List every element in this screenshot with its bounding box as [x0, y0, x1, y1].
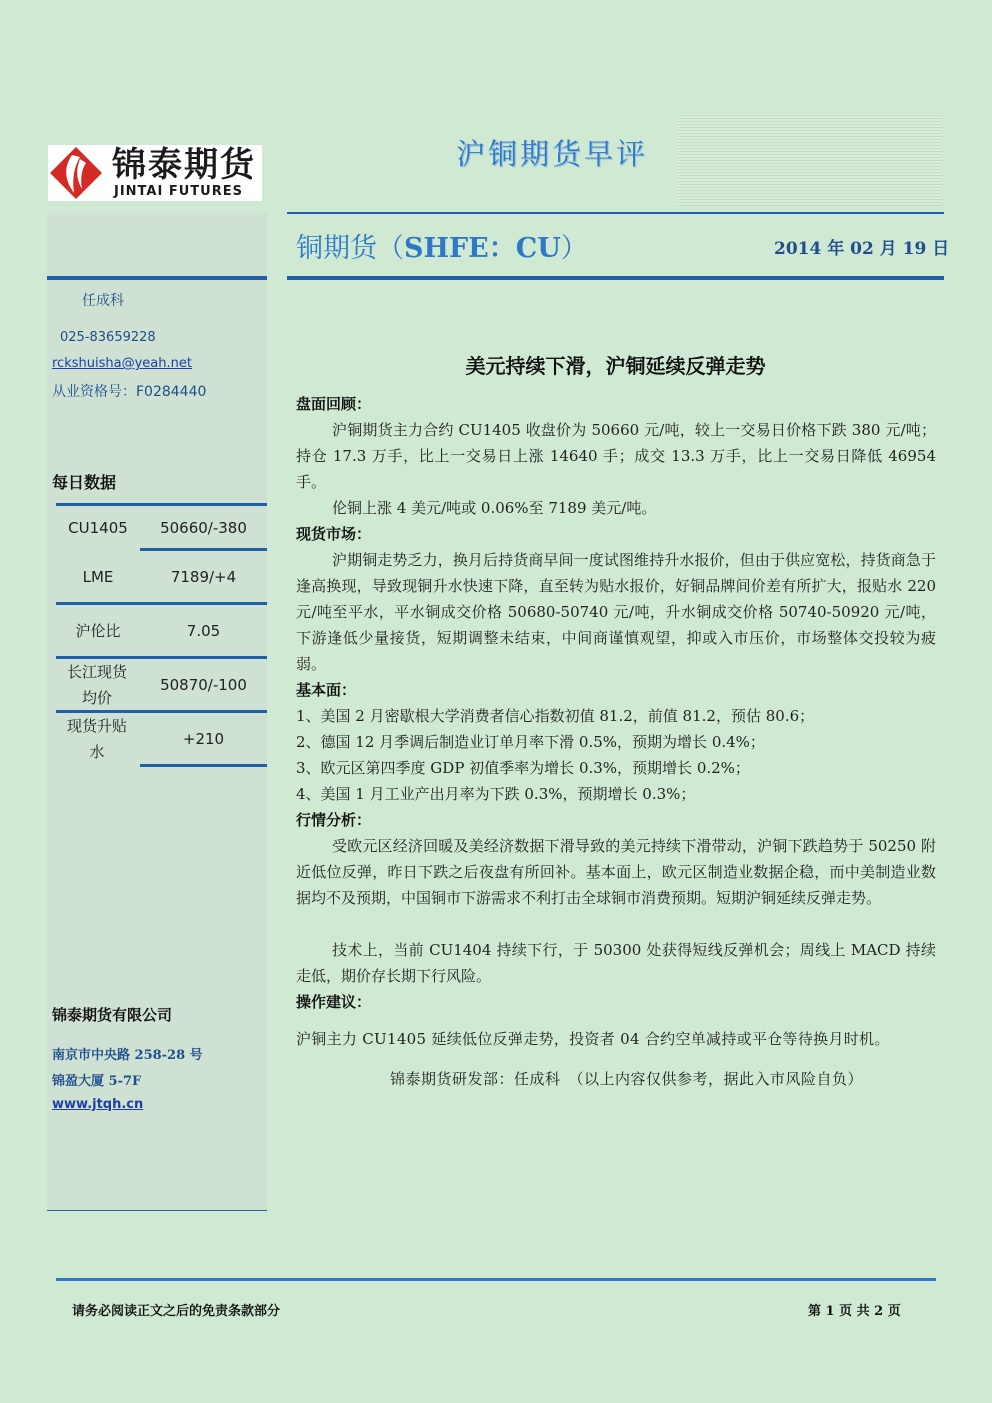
sidebar-bottom-divider: [47, 1210, 267, 1211]
table-rule: [140, 764, 267, 767]
spot-paragraph: 沪期铜走势乏力，换月后持货商早间一度试图维持升水报价，但由于供应宽松，持货商急于逢高换现，导致现铜升水快速下降，直至转为贴水报价，好铜品牌间价差有所扩大，报贴水 220 元/吨至平水，平水铜成交价格 50680-50740 元/吨，升水铜成交价格 50740-50920 元/吨，下游逢低少量接货，短期调整未结束，中间商谨慎观望，抑或入市压价，市场整体交投较为疲弱。: [296, 551, 936, 673]
header-pattern-decoration: [678, 114, 942, 206]
analyst-email-link[interactable]: rckshuisha@yeah.net: [52, 356, 192, 371]
review-paragraph: 伦铜上涨 4 美元/吨或 0.06%至 7189 美元/吨。: [332, 499, 657, 517]
company-address-line1: 南京市中央路 258-28 号: [52, 1048, 203, 1063]
table-rule: [56, 503, 267, 506]
fundamental-item: 1、美国 2 月密歇根大学消费者信心指数初值 81.2，前值 81.2，预估 80.6；: [296, 707, 815, 725]
daily-row-label: LME: [82, 568, 114, 586]
product-name: 铜期货（: [296, 233, 404, 264]
analysis-paragraph: 技术上，当前 CU1404 持续下行，于 50300 处获得短线反弹机会；周线上 MACD 持续走低，期价存长期下行风险。: [296, 941, 936, 985]
footer-disclaimer: 请务必阅读正文之后的免责条款部分: [72, 1304, 281, 1319]
table-rule: [56, 602, 267, 605]
company-website-link[interactable]: www.jtqh.cn: [52, 1097, 144, 1112]
advice-text: 沪铜主力 CU1405 延续低位反弹走势，投资者 04 合约空单减持或平仓等待换月时机。: [296, 1030, 890, 1048]
daily-row-label: CU1405: [68, 519, 128, 537]
fundamental-item: 3、欧元区第四季度 GDP 初值季率为增长 0.3%，预期增长 0.2%；: [296, 759, 750, 777]
table-rule: [140, 548, 267, 551]
daily-data-title: 每日数据: [52, 473, 117, 492]
section-title-advice: 操作建议：: [296, 993, 372, 1011]
report-title: 沪铜期货早评: [456, 137, 649, 171]
logo-english-name: JINTAI FUTURES: [114, 184, 243, 199]
product-close: ）: [560, 233, 588, 264]
daily-row-label: 现货升贴水: [66, 717, 127, 761]
analyst-license: 从业资格号：F0284440: [52, 384, 207, 400]
footer-rule: [56, 1278, 936, 1281]
daily-row-value: +210: [182, 730, 225, 748]
section-title-spot: 现货市场：: [296, 525, 372, 543]
page-number: 第 1 页 共 2 页: [808, 1304, 901, 1319]
daily-row-value: 7.05: [186, 622, 221, 640]
fundamental-item: 4、美国 1 月工业产出月率为下跌 0.3%，预期增长 0.3%；: [296, 785, 696, 803]
logo-chinese-name: 锦泰期货: [112, 145, 256, 185]
sidebar-divider: [47, 276, 267, 280]
product-title: [296, 226, 588, 265]
headline: 美元持续下滑，沪铜延续反弹走势: [465, 354, 766, 378]
jintai-logo-icon: [50, 147, 102, 199]
company-name: 锦泰期货有限公司: [52, 1006, 173, 1024]
review-paragraph: 沪铜期货主力合约 CU1405 收盘价为 50660 元/吨，较上一交易日价格下跌 380 元/吨；持仓 17.3 万手，比上一交易日上涨 14640 手；成交 13.3 万手，比上一交易日降低 46954 手。: [296, 421, 936, 491]
company-logo: [48, 145, 262, 201]
company-address-line2: 锦盈大厦 5-7F: [52, 1074, 142, 1089]
report-date: 2014 年 02 月 19 日: [774, 239, 950, 259]
header-bottom-rule: [287, 276, 944, 280]
analyst-phone: 025-83659228: [60, 330, 156, 345]
analysis-paragraph: 受欧元区经济回暖及美经济数据下滑导致的美元持续下滑带动，沪铜下跌趋势于 50250 附近低位反弹，昨日下跌之后夜盘有所回补。基本面上，欧元区制造业数据企稳，而中美制造业数据均不及预期，中国铜市下游需求不利打击全球铜市消费预期。短期沪铜延续反弹走势。: [296, 837, 936, 907]
daily-row-value: 7189/+4: [170, 568, 237, 586]
section-title-review: 盘面回顾：: [296, 395, 372, 413]
header-top-rule: [287, 212, 944, 214]
daily-row-label: 沪伦比: [75, 622, 121, 640]
daily-row-label: 长江现货均价: [66, 663, 127, 707]
author-note: 锦泰期货研发部：任成科 （以上内容仅供参考，据此入市风险自负）: [390, 1070, 864, 1088]
product-code: SHFE：CU: [404, 233, 561, 264]
daily-row-value: 50870/-100: [160, 676, 247, 694]
fundamental-item: 2、德国 12 月季调后制造业订单月率下滑 0.5%，预期为增长 0.4%；: [296, 733, 765, 751]
section-title-analysis: 行情分析：: [296, 811, 372, 829]
analyst-name: 任成科: [82, 293, 124, 309]
daily-row-value: 50660/-380: [160, 519, 247, 537]
section-title-fundamentals: 基本面：: [296, 681, 357, 699]
